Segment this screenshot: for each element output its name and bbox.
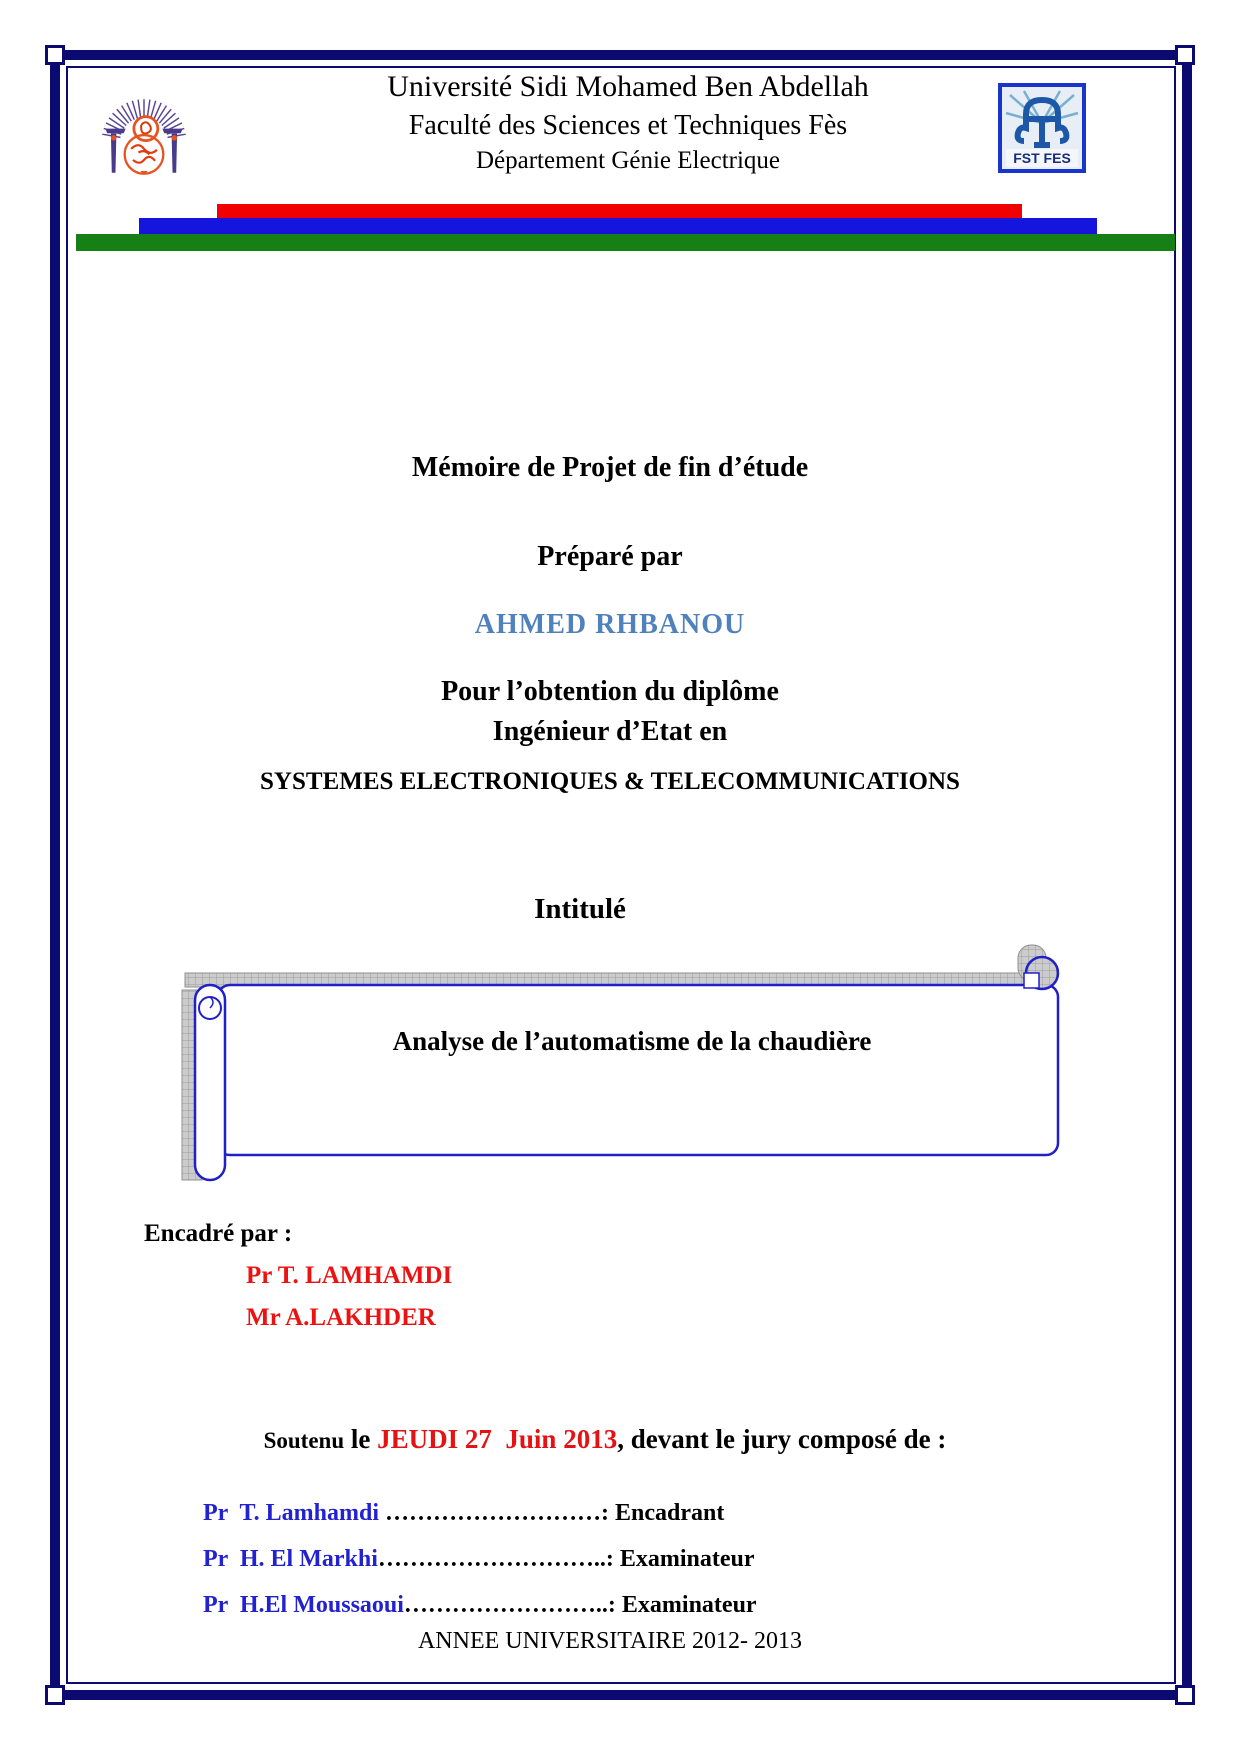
obtention-line: Pour l’obtention du diplôme <box>441 676 779 707</box>
academic-year: ANNEE UNIVERSITAIRE 2012- 2013 <box>417 1628 803 1654</box>
dot-leader: ……………………… <box>385 1500 602 1526</box>
supervisor-1: Pr T. LAMHAMDI <box>246 1262 453 1289</box>
dot-leader: …………………….. <box>403 1592 608 1618</box>
border-corner-top-left <box>45 45 65 65</box>
defense-line <box>10 1424 1200 1455</box>
jury-member-name: Pr H.El Moussaoui <box>203 1592 404 1618</box>
defense-suffix: , devant le jury composé de : <box>617 1424 947 1454</box>
faculty-name: Faculté des Sciences et Techniques Fès <box>408 110 848 141</box>
jury-member-name: Pr H. El Markhi <box>203 1546 378 1572</box>
scroll-banner <box>160 935 1080 1200</box>
engineer-line: Ingénieur d’Etat en <box>492 716 728 747</box>
author-name: AHMED RHBANOU <box>474 609 746 640</box>
border-corner-top-right <box>1175 45 1195 65</box>
decorative-bar-green <box>76 234 1175 251</box>
prepared-by-line: Préparé par <box>537 541 683 572</box>
header <box>58 70 1198 175</box>
memoire-line: Mémoire de Projet de fin d’étude <box>411 452 809 483</box>
defense-word-le: le <box>344 1424 378 1454</box>
project-title: Analyse de l’automatisme de la chaudière <box>392 1026 872 1056</box>
border-corner-bottom-right <box>1175 1685 1195 1705</box>
speciality-line: SYSTEMES ELECTRONIQUES & TELECOMMUNICATIONS <box>260 768 960 795</box>
jury-list <box>203 1500 757 1638</box>
university-name: Université Sidi Mohamed Ben Abdellah <box>387 70 869 103</box>
jury-member-role: : Examinateur <box>607 1592 757 1618</box>
supervisor-2: Mr A.LAKHDER <box>246 1304 436 1331</box>
defense-date: JEUDI 27 Juin 2013 <box>377 1424 618 1454</box>
jury-member-role: : Encadrant <box>601 1500 725 1526</box>
defense-word-soutenu: Soutenu <box>263 1428 345 1453</box>
department-name: Département Génie Electrique <box>475 147 781 174</box>
jury-row <box>203 1500 757 1546</box>
fst-fes-label: FST FES <box>1013 150 1071 166</box>
jury-row <box>203 1546 757 1592</box>
border-corner-bottom-left <box>45 1685 65 1705</box>
jury-member-name: Pr T. Lamhamdi <box>203 1500 386 1526</box>
jury-member-role: : Examinateur <box>605 1546 755 1572</box>
dot-leader: ……………………….. <box>377 1546 606 1572</box>
intitule-label: Intitulé <box>534 893 626 925</box>
supervised-by-label: Encadré par : <box>144 1220 293 1247</box>
